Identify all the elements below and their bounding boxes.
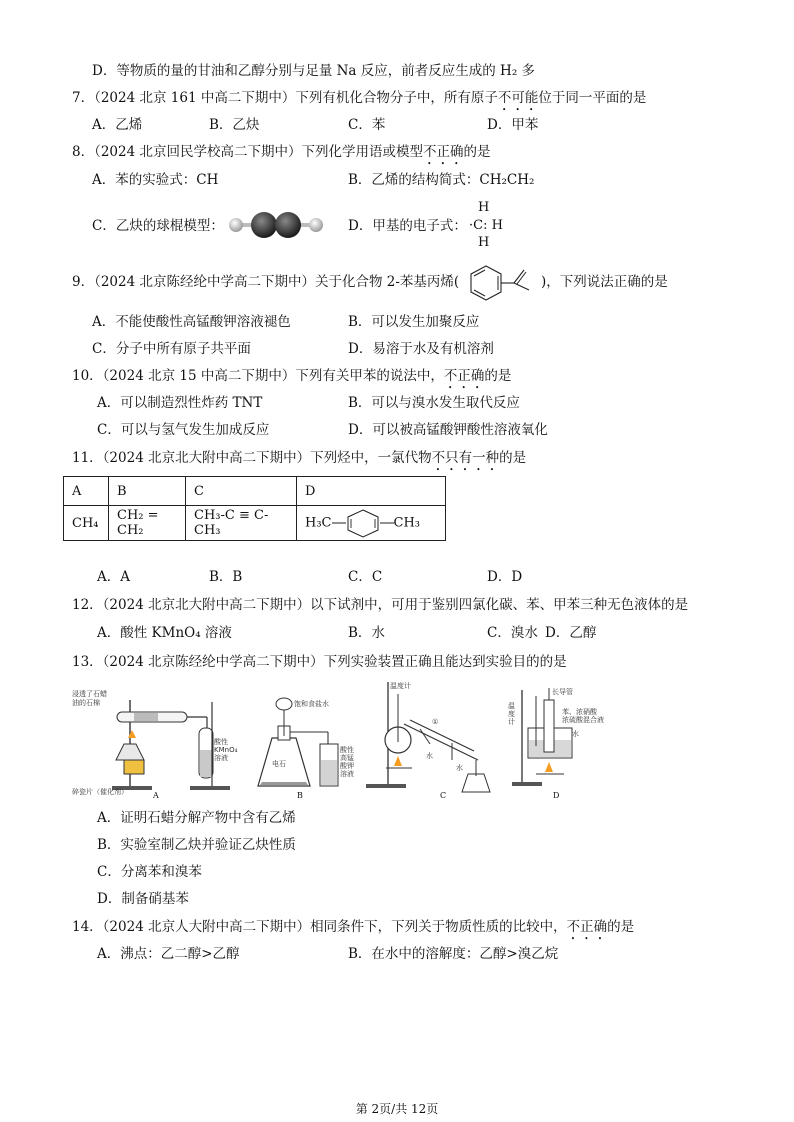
q10-option-b: B．可以与溴水发生取代反应 [348,395,520,411]
svg-text:水: 水 [456,764,463,772]
table-cell-a: CH₄ [64,506,109,541]
q12-option-c: C．溴水 [487,625,538,641]
q10-option-c: C．可以与氢气发生加成反应 [97,422,270,438]
figure-label-c: C [440,791,447,800]
apparatus-b-acetylene-generation [252,686,352,798]
q11-option-a: A．A [97,569,130,585]
q11-stem: 11．（2024 北京北大附中高二下期中）下列烃中，一氯代物不只有一种的是 [72,450,527,466]
para-xylene-ring [332,508,394,538]
svg-text:酸钾: 酸钾 [340,762,354,770]
q13-option-c: C．分离苯和溴苯 [97,864,202,880]
q8-stem: 8．（2024 北京回民学校高二下期中）下列化学用语或模型不正确的是 [72,144,491,160]
q10-option-d: D．可以被高锰酸钾酸性溶液氧化 [348,422,548,438]
apparatus-c-distillation [360,680,490,798]
svg-text:水: 水 [572,730,579,738]
q9-option-d: D．易溶于水及有机溶剂 [348,341,494,357]
svg-text:温: 温 [508,702,515,710]
q11-table [63,476,446,541]
q11-option-c: C．C [348,569,383,585]
svg-text:酸性: 酸性 [214,738,228,746]
q11-option-d: D．D [487,569,523,585]
q12-stem: 12．（2024 北京北大附中高二下期中）以下试剂中，可用于鉴别四氯化碳、苯、甲苯三种无色液体的是 [72,597,689,613]
q14-stem: 14．（2024 北京人大附中高二下期中）相同条件下，下列关于物质性质的比较中，不正确的是 [72,919,635,935]
table-header-b: B [109,477,186,506]
q8-option-b: B．乙烯的结构简式：CH₂CH₂ [348,172,535,188]
q7-option-b: B．乙炔 [209,117,260,133]
svg-text:①: ① [432,718,439,726]
para-xylene-left-group: H₃C [305,515,332,531]
table-header-a: A [64,477,109,506]
acetylene-ball-stick-model [226,210,326,240]
svg-text:浸透了石蜡: 浸透了石蜡 [72,690,107,698]
svg-text:碎瓷片（催化剂）: 碎瓷片（催化剂） [72,788,128,796]
q9-option-a: A．不能使酸性高锰酸钾溶液褪色 [92,314,291,330]
svg-text:酸性: 酸性 [340,746,354,754]
para-xylene-right-group: CH₃ [393,515,420,531]
svg-text:温度计: 温度计 [390,682,411,690]
table-cell-b: CH₂ = CH₂ [109,506,186,541]
q8-option-a: A．苯的实验式：CH [92,172,219,188]
q13-stem: 13．（2024 北京陈经纶中学高二下期中）下列实验装置正确且能达到实验目的的是 [72,654,567,670]
q11-option-b: B．B [209,569,243,585]
figure-label-d: D [553,791,560,800]
q8-option-d: D．甲基的电子式： [348,218,467,234]
q12-option-b: B．水 [348,625,385,641]
q12-option-a: A．酸性 KMnO₄ 溶液 [97,625,232,641]
svg-text:计: 计 [508,718,515,726]
q7-stem: 7．（2024 北京 161 中高二下期中）下列有机化合物分子中，所有原子不可能位于同一平面的是 [72,90,647,106]
q12-option-d: D．乙醇 [545,625,597,641]
q13-option-b: B．实验室制乙炔并验证乙炔性质 [97,837,296,853]
svg-text:浓硫酸混合液: 浓硫酸混合液 [562,716,604,724]
methyl-electron-h-top: H [478,200,490,215]
2-phenylpropene-structure [454,262,544,304]
svg-text:苯、浓硝酸: 苯、浓硝酸 [562,708,597,716]
q7-option-c: C．苯 [348,117,386,133]
q13-option-a: A．证明石蜡分解产物中含有乙烯 [97,810,296,826]
q9-option-b: B．可以发生加聚反应 [348,314,480,330]
table-cell-c: CH₃-C ≡ C-CH₃ [186,506,297,541]
table-header-c: C [186,477,297,506]
q10-option-a: A．可以制造烈性炸药 TNT [97,395,263,411]
svg-text:电石: 电石 [272,760,286,768]
svg-text:溶液: 溶液 [340,770,354,778]
q7-option-a: A．乙烯 [92,117,143,133]
table-header-d: D [297,477,446,506]
q9-stem-c: )，下列说法正确的是 [541,274,668,290]
q13-option-d: D．制备硝基苯 [97,891,189,907]
page-footer: 第 2页/共 12页 [355,1102,439,1116]
q9-option-c: C．分子中所有原子共平面 [92,341,251,357]
q9-stem-a: 9．（2024 北京陈经纶中学高二下期中）关于化合物 2-苯基丙烯( [72,274,460,290]
svg-text:水: 水 [426,752,433,760]
svg-text:饱和食盐水: 饱和食盐水 [294,700,329,708]
q8-option-c: C．乙炔的球棍模型： [92,218,224,234]
table-cell-d [297,506,446,541]
apparatus-d-nitrobenzene-preparation [508,686,618,796]
q6-option-d: D．等物质的量的甘油和乙醇分别与足量 Na 反应，前者反应生成的 H₂ 多 [92,63,536,79]
methyl-electron-c: ·C: H [469,218,503,233]
methyl-electron-h-bottom: H [478,235,490,250]
apparatus-a-paraffin-cracking [72,686,242,798]
figure-label-b: B [297,791,303,800]
q10-stem: 10．（2024 北京 15 中高二下期中）下列有关甲苯的说法中，不正确的是 [72,368,512,384]
svg-text:高锰: 高锰 [340,754,354,762]
q14-option-b: B．在水中的溶解度：乙醇>溴乙烷 [348,946,559,962]
svg-text:KMnO₄: KMnO₄ [214,746,238,754]
svg-text:油的石棉: 油的石棉 [72,699,100,707]
figure-label-a: A [153,791,159,800]
svg-text:度: 度 [508,710,515,718]
q7-option-d: D．甲苯 [487,117,539,133]
q14-option-a: A．沸点：乙二醇>乙醇 [97,946,240,962]
svg-text:长导管: 长导管 [552,688,573,696]
svg-text:溶液: 溶液 [214,754,228,762]
